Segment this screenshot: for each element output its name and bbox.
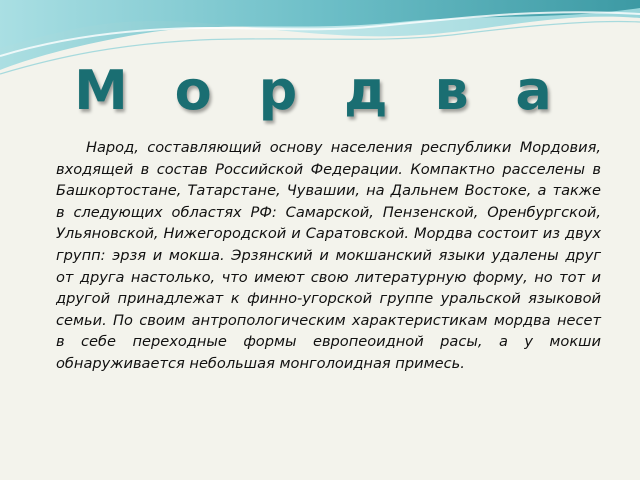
slide-paragraph: Народ, составляющий основу населения республики Мордовия, входящей в состав Российской Федерации. Компактно расселены в Башкортостане, Татарстане, Чувашии, на Дальнем Востоке, а также в следующих областях РФ: Самарской, Пензенской, Оренбургской, Ульяновской, Нижегородской и Саратовской. Мордва состоит из двух групп: эрзя и мокша. Эрзянский и мокшанский языки удалены друг от друга настолько, что имеют свою литературную форму, но тот и другой принадлежат к финно-угорской группе уральской языковой семьи. По своим антропологическим характеристикам мордва несет в себе переходные формы европеоидной расы, а у мокши обнаруживается небольшая монголоидная примесь. xyxy=(56,139,601,372)
slide-title: М о р д в а xyxy=(74,59,566,122)
